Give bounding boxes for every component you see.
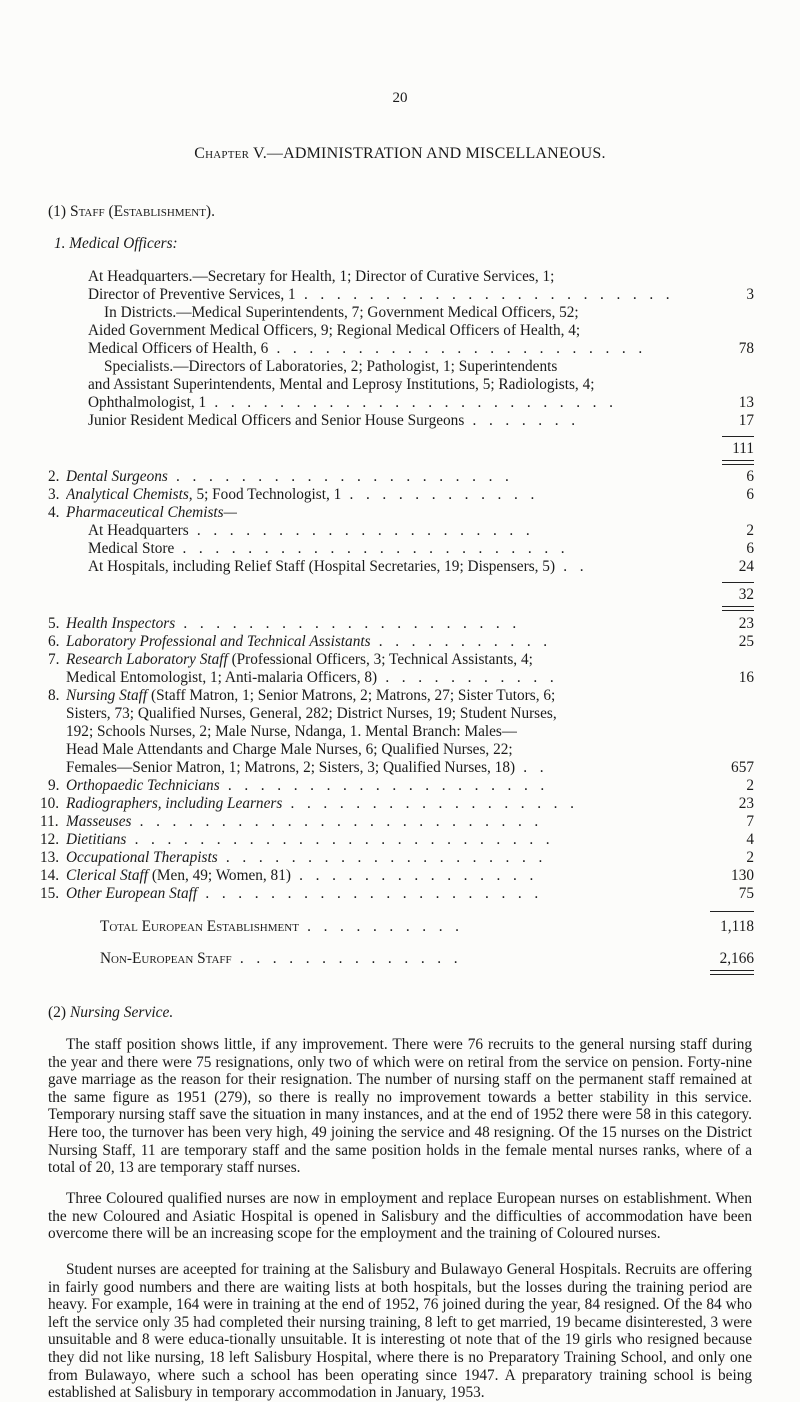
pharm-hq-label: At Headquarters bbox=[88, 522, 189, 539]
list-item bbox=[48, 741, 754, 759]
junior-line: Junior Resident Medical Officers and Senior House Surgeons bbox=[88, 412, 465, 429]
list-item: At Headquarters . . . . . . . . . . . . . . . . . . . . . 2 bbox=[88, 522, 754, 539]
pharm-total: 32 bbox=[738, 586, 754, 603]
item-number: 7. bbox=[48, 651, 60, 668]
districts-line-3: Medical Officers of Health, 6 bbox=[88, 340, 269, 357]
pharm-hospitals-label: At Hospitals, including Relief Staff (Hospital Secretaries, 19; Dispensers, 5) bbox=[88, 558, 556, 575]
list-item bbox=[48, 586, 754, 604]
list-item: 6. Laboratory Professional and Technical Assistants . . . . . . . . . . . 25 bbox=[48, 633, 754, 650]
orthopaedic-value: 2 bbox=[746, 777, 754, 794]
paragraph-coloured-nurses bbox=[48, 1190, 752, 1243]
pharmaceutical-chemists-label: Pharmaceutical Chemists— bbox=[66, 504, 238, 521]
list-item bbox=[48, 322, 754, 340]
total-european-label: Total European Establishment bbox=[100, 918, 299, 935]
research-lab-label: Research Laboratory Staff bbox=[66, 651, 228, 668]
nursing-service-heading: Nursing Service. bbox=[69, 1004, 174, 1021]
nursing-staff-line-4: Head Male Attendants and Charge Male Nurses, 6; Qualified Nurses, 22; bbox=[66, 741, 513, 758]
list-item: Total European Establishment . . . . . . . . . . 1,118 bbox=[100, 918, 754, 935]
nursing-staff-line-5: Females—Senior Matron, 1; Matrons, 2; Sisters, 3; Qualified Nurses, 18) bbox=[66, 759, 516, 776]
item-number: 3. bbox=[48, 486, 60, 503]
hq-line-1: At Headquarters.—Secretary for Health, 1; Director of Curative Services, 1; bbox=[88, 268, 555, 285]
list-item: Females—Senior Matron, 1; Matrons, 2; Sisters, 3; Qualified Nurses, 18) . . 657 bbox=[66, 759, 754, 776]
list-item bbox=[48, 440, 754, 458]
junior-value: 17 bbox=[738, 412, 754, 429]
list-item: 12. Dietitians . . . . . . . . . . . . . . . . . . . . . . . . . . 4 bbox=[40, 831, 754, 848]
list-item: 11. Masseuses . . . . . . . . . . . . . . . . . . . . . . . . . 7 bbox=[40, 813, 754, 830]
list-item: Director of Preventive Services, 1 . . . . . . . . . . . . . . . . . . . . . . . 3 bbox=[88, 286, 754, 303]
list-item bbox=[48, 304, 754, 322]
orthopaedic-label: Orthopaedic Technicians bbox=[66, 777, 220, 794]
pharm-hospitals-value: 24 bbox=[738, 558, 754, 575]
list-item: 10. Radiographers, including Learners . . . . . . . . . . . . . . . . . . 23 bbox=[40, 795, 754, 812]
list-item bbox=[48, 504, 754, 522]
item-number: 4. bbox=[48, 504, 60, 521]
subtotal-rule bbox=[710, 911, 754, 912]
list-item: At Hospitals, including Relief Staff (Hospital Secretaries, 19; Dispensers, 5) . . 24 bbox=[88, 558, 754, 575]
specialists-line-1: Specialists.—Directors of Laboratories, 2; Pathologist, 1; Superintendents bbox=[104, 358, 558, 375]
radiographers-label: Radiographers, including Learners bbox=[66, 795, 283, 812]
list-item: 15. Other European Staff . . . . . . . . . . . . . . . . . . . . . 75 bbox=[40, 885, 754, 902]
list-item: 2. Dental Surgeons . . . . . . . . . . . . . . . . . . . . . 6 bbox=[48, 468, 754, 485]
item-number: 5. bbox=[48, 615, 60, 632]
dietitians-label: Dietitians bbox=[66, 831, 127, 848]
section-number: (2) bbox=[48, 1004, 67, 1021]
item-number: 10. bbox=[40, 795, 60, 812]
section-heading-staff: (1) Staff (Establishment). bbox=[48, 203, 215, 220]
health-inspectors-value: 23 bbox=[738, 615, 754, 632]
specialists-line-3: Ophthalmologist, 1 bbox=[88, 394, 207, 411]
districts-line-1: In Districts.—Medical Superintendents, 7; Government Medical Officers, 52; bbox=[104, 304, 579, 321]
list-item bbox=[48, 376, 754, 394]
lab-assistants-value: 25 bbox=[738, 633, 754, 650]
dietitians-value: 4 bbox=[746, 831, 754, 848]
nursing-staff-label: Nursing Staff bbox=[66, 687, 148, 704]
radiographers-value: 23 bbox=[738, 795, 754, 812]
specialists-line-2: and Assistant Superintendents, Mental and Leprosy Institutions, 5; Radiologists, 4; bbox=[88, 376, 595, 393]
other-european-label: Other European Staff bbox=[66, 885, 198, 902]
list-item: Medical Entomologist, 1; Anti-malaria Officers, 8) . . . . . . . . . . . 16 bbox=[66, 669, 754, 686]
list-item: Medical Officers of Health, 6 . . . . . . . . . . . . . . . . . . . . . . . 78 bbox=[88, 340, 754, 357]
total-european-value: 1,118 bbox=[720, 918, 754, 935]
list-item bbox=[48, 651, 754, 669]
analytical-chemists-label: Analytical Chemists, bbox=[66, 486, 193, 503]
research-lab-line-2: Medical Entomologist, 1; Anti-malaria Officers, 8) bbox=[66, 669, 378, 686]
total-double-rule bbox=[722, 606, 754, 611]
research-lab-line-1: (Professional Officers, 3; Technical Assistants, 4; bbox=[227, 651, 533, 668]
dental-surgeons-label: Dental Surgeons bbox=[66, 468, 168, 485]
nursing-staff-value: 657 bbox=[731, 759, 754, 776]
chapter-title: Chapter V.—ADMINISTRATION AND MISCELLANEOUS. bbox=[194, 145, 606, 162]
paragraph-text: The staff position shows little, if any improvement. There were 76 recruits to the general nursing staff during the year and there were 75 resignations, only two of which were on retiral from the service on pension. Forty-nine gave marriage as the reason for their resignation. The number of nursing staff on the permanent staff remained at the same figure as 1951 (279), so there is really no improvement towards a better stability in this service. Temporary nursing staff save the situation in many instances, and at the end of 1952 there were 58 in this category. Here too, the turnover has been very high, 49 joining the service and 48 resigning. Of the 15 nurses on the District Nursing Staff, 11 are temporary staff and the same position holds in the female mental nurses ranks, where of a total of 20, 13 are temporary staff nurses. bbox=[48, 1036, 752, 1177]
list-item bbox=[48, 358, 754, 376]
pharm-store-value: 6 bbox=[746, 540, 754, 557]
list-item: Junior Resident Medical Officers and Senior House Surgeons . . . . . . . 17 bbox=[88, 412, 754, 429]
list-item bbox=[48, 687, 754, 705]
other-european-value: 75 bbox=[738, 885, 754, 902]
total-double-rule bbox=[710, 970, 754, 975]
nursing-staff-line-1: (Staff Matron, 1; Senior Matrons, 2; Matrons, 27; Sister Tutors, 6; bbox=[147, 687, 556, 704]
item-number: 8. bbox=[48, 687, 60, 704]
list-item: 9. Orthopaedic Technicians . . . . . . . . . . . . . . . . . . . . 2 bbox=[48, 777, 754, 794]
medical-officers-total: 111 bbox=[732, 440, 754, 457]
occupational-therapists-label: Occupational Therapists bbox=[66, 849, 218, 866]
page-number: 20 bbox=[392, 90, 408, 106]
subtotal-rule bbox=[722, 582, 754, 583]
paragraph-student-nurses bbox=[48, 1261, 752, 1402]
item-number: 15. bbox=[40, 885, 60, 902]
clerical-staff-label: Clerical Staff bbox=[66, 867, 149, 884]
nursing-staff-line-3: 192; Schools Nurses, 2; Male Nurse, Ndanga, 1. Mental Branch: Males— bbox=[66, 723, 518, 740]
specialists-value: 13 bbox=[738, 394, 754, 411]
item-number: 6. bbox=[48, 633, 60, 650]
districts-line-2: Aided Government Medical Officers, 9; Regional Medical Officers of Health, 4; bbox=[88, 322, 581, 339]
paragraph-staff-position bbox=[48, 1036, 752, 1177]
non-european-label: Non-European Staff bbox=[100, 950, 232, 967]
medical-officers-label: 1. Medical Officers: bbox=[54, 235, 178, 252]
hq-value: 3 bbox=[746, 286, 754, 303]
paragraph-text: Three Coloured qualified nurses are now in employment and replace European nurses on establishment. When the new Coloured and Asiatic Hospital is opened in Salisbury and the difficulties of accommodation have been overcome there will be an increasing scope for the employment and the training of Coloured nurses. bbox=[48, 1190, 752, 1243]
total-double-rule bbox=[722, 460, 754, 465]
item-number: 14. bbox=[40, 867, 60, 884]
research-lab-value: 16 bbox=[738, 669, 754, 686]
hq-line-2: Director of Preventive Services, 1 bbox=[88, 286, 296, 303]
item-number: 13. bbox=[40, 849, 60, 866]
occupational-therapists-value: 2 bbox=[746, 849, 754, 866]
clerical-staff-value: 130 bbox=[731, 867, 754, 884]
pharm-hq-value: 2 bbox=[746, 522, 754, 539]
pharm-store-label: Medical Store bbox=[88, 540, 175, 557]
districts-value: 78 bbox=[738, 340, 754, 357]
list-item: Non-European Staff . . . . . . . . . . . . . . 2,166 bbox=[100, 950, 754, 967]
list-item bbox=[48, 705, 754, 723]
list-item bbox=[48, 723, 754, 741]
item-number: 9. bbox=[48, 777, 60, 794]
analytical-chemists-detail: 5; Food Technologist, 1 bbox=[192, 486, 342, 503]
list-item: 5. Health Inspectors . . . . . . . . . . . . . . . . . . . . . 23 bbox=[48, 615, 754, 632]
subtotal-rule bbox=[722, 436, 754, 437]
item-number: 11. bbox=[40, 813, 59, 830]
list-item bbox=[48, 268, 754, 286]
dental-surgeons-value: 6 bbox=[746, 468, 754, 485]
masseuses-label: Masseuses bbox=[66, 813, 132, 830]
lab-assistants-label: Laboratory Professional and Technical Assistants bbox=[66, 633, 371, 650]
analytical-chemists-value: 6 bbox=[746, 486, 754, 503]
list-item: Medical Store . . . . . . . . . . . . . . . . . . . . . . . . 6 bbox=[88, 540, 754, 557]
list-item: Ophthalmologist, 1 . . . . . . . . . . . . . . . . . . . . . . . . . 13 bbox=[88, 394, 754, 411]
paragraph-text: Student nurses are aceepted for training at the Salisbury and Bulawayo General Hospitals. Recruits are offering in fairly good numbers and there are waiting lists at both hospitals, but the losses during the training period are heavy. For example, 164 were in training at the end of 1952, 76 joined during the year, 84 resigned. Of the 84 who left the service only 35 had completed their nursing training, 8 left to get married, 19 became disinterested, 3 were unsuitable and 8 were educa-tionally unsuitable. It is interesting ot note that of the 19 girls who resigned because they did not like nursing, 18 left Salisbury Hospital, where there is no Preparatory Training School, and only one from Bulawayo, where such a school has been operating since 1947. A preparatory training school is being established at Salisbury in temporary accommodation in January, 1953. bbox=[48, 1261, 752, 1402]
list-item: 13. Occupational Therapists . . . . . . . . . . . . . . . . . . . . 2 bbox=[40, 849, 754, 866]
nursing-staff-line-2: Sisters, 73; Qualified Nurses, General, 282; District Nurses, 19; Student Nurses, bbox=[66, 705, 557, 722]
masseuses-value: 7 bbox=[746, 813, 754, 830]
health-inspectors-label: Health Inspectors bbox=[66, 615, 176, 632]
list-item: 14. Clerical Staff (Men, 49; Women, 81) . . . . . . . . . . . . . . . 130 bbox=[40, 867, 754, 884]
clerical-staff-detail: (Men, 49; Women, 81) bbox=[148, 867, 291, 884]
item-number: 2. bbox=[48, 468, 60, 485]
item-number: 12. bbox=[40, 831, 60, 848]
non-european-value: 2,166 bbox=[719, 950, 754, 967]
section-heading-nursing bbox=[48, 1004, 173, 1022]
list-item bbox=[48, 235, 754, 253]
list-item: 3. Analytical Chemists, 5; Food Technologist, 1 . . . . . . . . . . . . 6 bbox=[48, 486, 754, 503]
